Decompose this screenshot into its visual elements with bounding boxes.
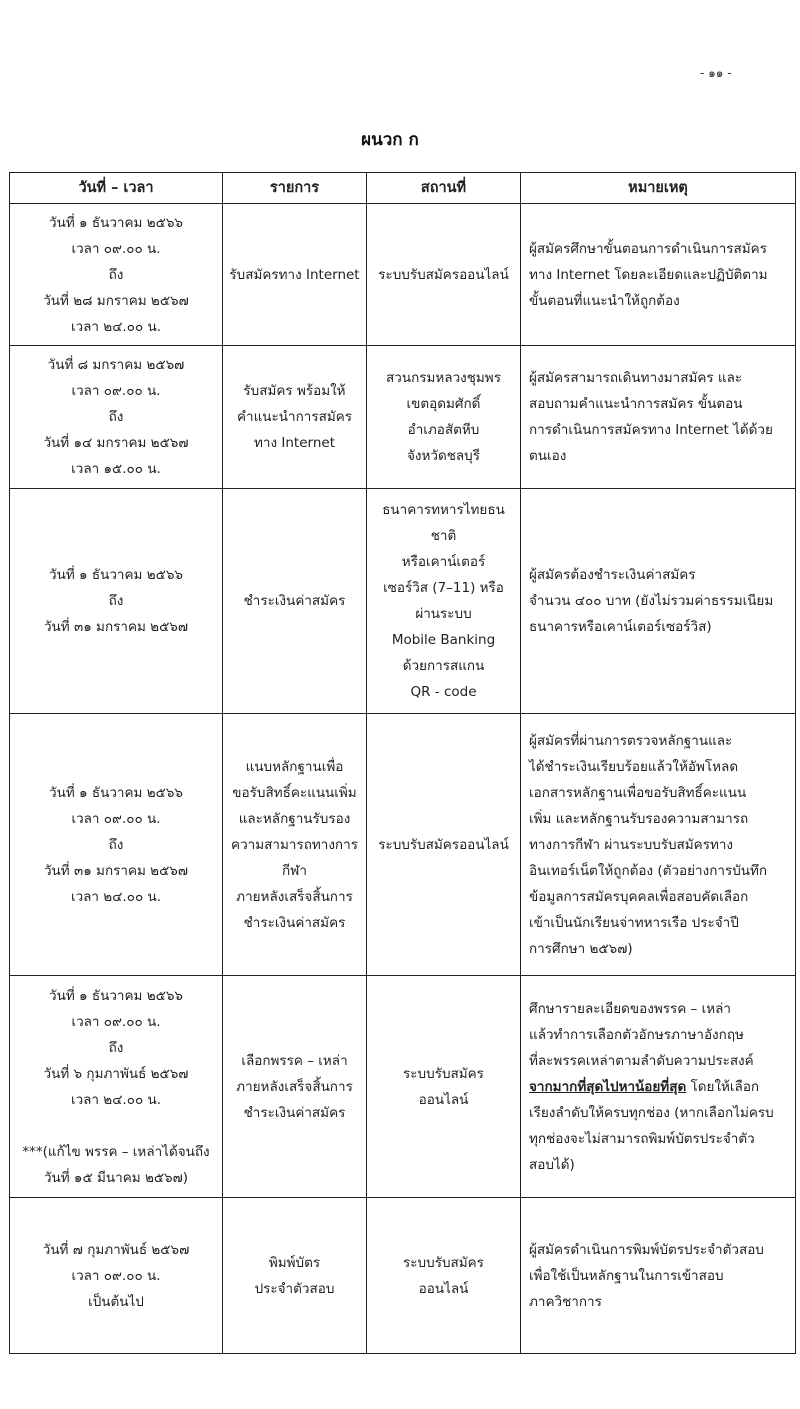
cell-remarks (521, 976, 796, 1198)
cell-place: ระบบรับสมัคร ออนไลน์ (367, 976, 521, 1198)
cell-date: วันที่ ๑ ธันวาคม ๒๕๖๖ ถึง วันที่ ๓๑ มกราคม ๒๕๖๗ (10, 489, 223, 714)
cell-item: เลือกพรรค – เหล่า ภายหลังเสร็จสิ้นการ ชำระเงินค่าสมัคร (223, 976, 367, 1198)
cell-date: วันที่ ๘ มกราคม ๒๕๖๗ เวลา ๐๙.๐๐ น. ถึง วันที่ ๑๔ มกราคม ๒๕๖๗ เวลา ๑๕.๐๐ น. (10, 346, 223, 489)
cell-item: รับสมัครทาง Internet (223, 204, 367, 346)
table-row (10, 1198, 796, 1354)
table-header-row (10, 173, 796, 204)
cell-date: วันที่ ๑ ธันวาคม ๒๕๖๖ เวลา ๐๙.๐๐ น. ถึง วันที่ ๖ กุมภาพันธ์ ๒๕๖๗ เวลา ๒๔.๐๐ น. ***(แก้ไข พรรค – เหล่าได้จนถึง วันที่ ๑๕ มีนาคม ๒๕๖๗) (10, 976, 223, 1198)
cell-date: วันที่ ๑ ธันวาคม ๒๕๖๖ เวลา ๐๙.๐๐ น. ถึง วันที่ ๓๑ มกราคม ๒๕๖๗ เวลา ๒๔.๐๐ น. (10, 714, 223, 976)
cell-place: สวนกรมหลวงชุมพร เขตอุดมศักดิ์ อำเภอสัตหีบ จังหวัดชลบุรี (367, 346, 521, 489)
document-title: ผนวก ก (361, 130, 419, 150)
table-row (10, 976, 796, 1198)
cell-remarks: ผู้สมัครสามารถเดินทางมาสมัคร และ สอบถามคำแนะนำการสมัคร ขั้นตอน การดำเนินการสมัครทาง Internet ได้ด้วย ตนเอง (521, 346, 796, 489)
cell-place: ระบบรับสมัคร ออนไลน์ (367, 1198, 521, 1354)
cell-item: แนบหลักฐานเพื่อ ขอรับสิทธิ์คะแนนเพิ่ม และหลักฐานรับรอง ความสามารถทางการ กีฬา ภายหลังเสร็จสิ้นการ ชำระเงินค่าสมัคร (223, 714, 367, 976)
cell-remarks: ผู้สมัครต้องชำระเงินค่าสมัคร จำนวน ๔๐๐ บาท (ยังไม่รวมค่าธรรมเนียม ธนาคารหรือเคาน์เตอร์เซอร์วิส) (521, 489, 796, 714)
cell-item: พิมพ์บัตร ประจำตัวสอบ (223, 1198, 367, 1354)
cell-remarks: ผู้สมัครดำเนินการพิมพ์บัตรประจำตัวสอบ เพื่อใช้เป็นหลักฐานในการเข้าสอบ ภาควิชาการ (521, 1198, 796, 1354)
cell-date: วันที่ ๗ กุมภาพันธ์ ๒๕๖๗ เวลา ๐๙.๐๐ น. เป็นต้นไป (10, 1198, 223, 1354)
remarks-emphasis: จากมากที่สุดไปหาน้อยที่สุด (529, 1078, 687, 1095)
header-date-time: วันที่ – เวลา (10, 173, 223, 204)
remarks-text: โดยให้เลือก เรียงลำดับให้ครบทุกช่อง (หากเลือกไม่ครบ ทุกช่องจะไม่สามารถพิมพ์บัตรประจำตัว สอบได้) (529, 1078, 774, 1173)
header-place: สถานที่ (367, 173, 521, 204)
header-remarks: หมายเหตุ (521, 173, 796, 204)
schedule-table (9, 172, 796, 1354)
table-row (10, 346, 796, 489)
cell-place: ธนาคารทหารไทยธน ชาติ หรือเคาน์เตอร์ เซอร์วิส (7–11) หรือ ผ่านระบบ Mobile Banking ด้วยการสแกน QR - code (367, 489, 521, 714)
remarks-text: ศึกษารายละเอียดของพรรค – เหล่า แล้วทำการเลือกตัวอักษรภาษาอังกฤษ ที่ละพรรคเหล่าตามลำดับความประสงค์ (529, 1000, 754, 1069)
table-row (10, 714, 796, 976)
cell-place: ระบบรับสมัครออนไลน์ (367, 204, 521, 346)
page-number: - ๑๑ - (700, 66, 732, 80)
table-row (10, 489, 796, 714)
cell-item: รับสมัคร พร้อมให้ คำแนะนำการสมัคร ทาง Internet (223, 346, 367, 489)
table-row (10, 204, 796, 346)
cell-remarks: ผู้สมัครที่ผ่านการตรวจหลักฐานและ ได้ชำระเงินเรียบร้อยแล้วให้อัพโหลด เอกสารหลักฐานเพื่อขอรับสิทธิ์คะแนน เพิ่ม และหลักฐานรับรองความสามารถ ทางการกีฬา ผ่านระบบรับสมัครทาง อินเทอร์เน็ตให้ถูกต้อง (ตัวอย่างการบันทึก ข้อมูลการสมัครบุคคลเพื่อสอบคัดเลือก เข้าเป็นนักเรียนจ่าทหารเรือ ประจำปี การศึกษา ๒๕๖๗) (521, 714, 796, 976)
cell-remarks: ผู้สมัครศึกษาขั้นตอนการดำเนินการสมัคร ทาง Internet โดยละเอียดและปฏิบัติตาม ขั้นตอนที่แนะนำให้ถูกต้อง (521, 204, 796, 346)
header-item: รายการ (223, 173, 367, 204)
cell-item: ชำระเงินค่าสมัคร (223, 489, 367, 714)
cell-date: วันที่ ๑ ธันวาคม ๒๕๖๖ เวลา ๐๙.๐๐ น. ถึง วันที่ ๒๘ มกราคม ๒๕๖๗ เวลา ๒๔.๐๐ น. (10, 204, 223, 346)
cell-place: ระบบรับสมัครออนไลน์ (367, 714, 521, 976)
